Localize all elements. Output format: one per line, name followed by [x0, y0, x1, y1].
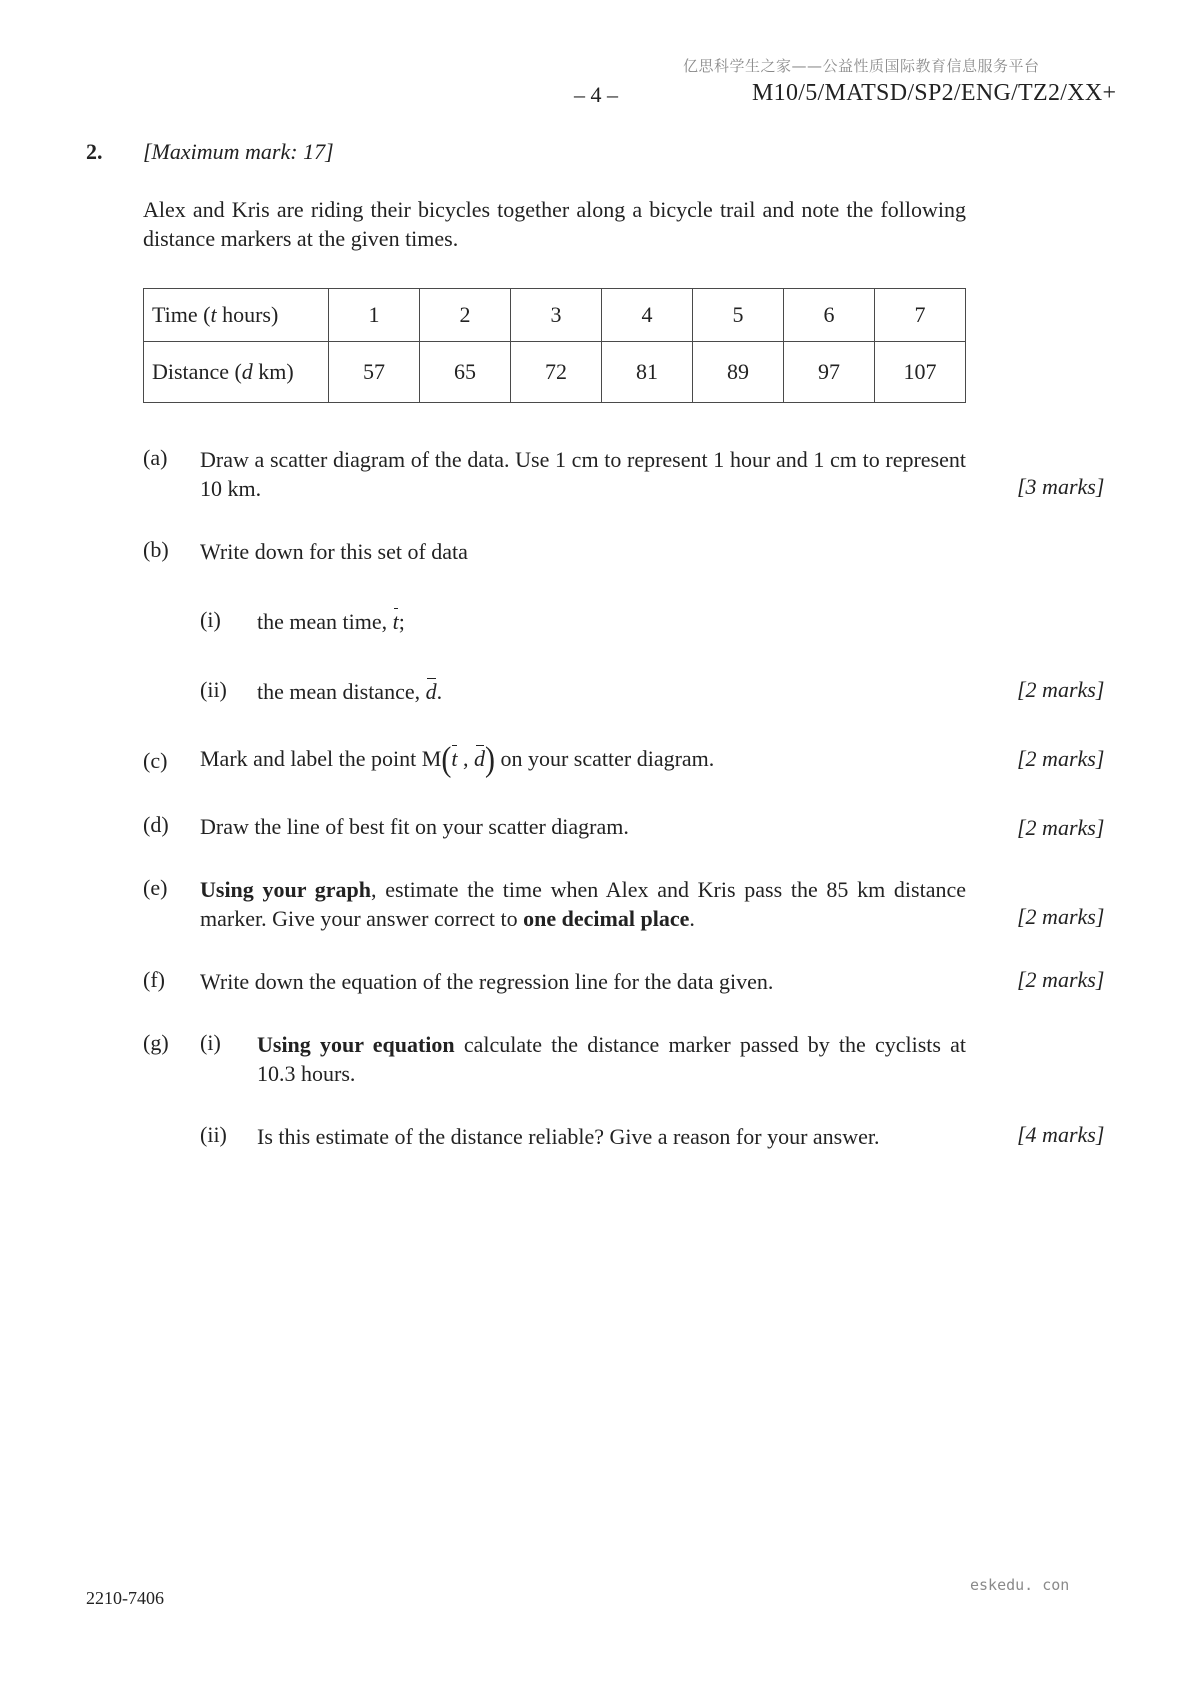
question-intro: Alex and Kris are riding their bicycles together along a bicycle trail and note the following distance markers at the given times. — [143, 197, 966, 251]
part-f-label: (f) — [143, 967, 165, 992]
table-header-time: Time (t hours) — [144, 289, 329, 342]
part-f-marks: [2 marks] — [1017, 967, 1105, 992]
part-b-text: Write down for this set of data — [200, 539, 468, 564]
part-c-marks: [2 marks] — [1017, 746, 1105, 771]
part-g-i-label: (i) — [200, 1030, 221, 1055]
part-d-text: Draw the line of best fit on your scatter diagram. — [200, 814, 629, 839]
part-g-marks: [4 marks] — [1017, 1122, 1105, 1147]
table-cell: 4 — [602, 289, 693, 342]
table-cell: 72 — [511, 342, 602, 403]
table-cell: 65 — [420, 342, 511, 403]
part-a-label: (a) — [143, 445, 168, 470]
d-bar-symbol: d — [473, 746, 485, 771]
t-bar-symbol: t — [392, 609, 399, 634]
part-b-marks: [2 marks] — [1017, 677, 1105, 702]
question-number: 2. — [86, 139, 103, 164]
table-cell: 81 — [602, 342, 693, 403]
part-b-i-label: (i) — [200, 607, 221, 632]
part-e-marks: [2 marks] — [1017, 904, 1105, 929]
table-cell: 3 — [511, 289, 602, 342]
part-g-i-text: Using your equation calculate the distance marker passed by the cyclists at 10.3 hours. — [257, 1032, 966, 1086]
page-number: – 4 – — [574, 82, 618, 107]
data-table — [143, 288, 966, 403]
part-b-label: (b) — [143, 537, 169, 562]
part-a-text: Draw a scatter diagram of the data. Use 1 cm to represent 1 hour and 1 cm to represent 10 km. — [200, 447, 966, 501]
table-cell: 2 — [420, 289, 511, 342]
table-row-time — [144, 289, 966, 342]
part-g-ii-label: (ii) — [200, 1122, 227, 1147]
part-e-label: (e) — [143, 875, 168, 900]
table-cell: 6 — [784, 289, 875, 342]
table-header-distance: Distance (d km) — [144, 342, 329, 403]
part-b-ii-label: (ii) — [200, 677, 227, 702]
question-max-mark: [Maximum mark: 17] — [143, 139, 334, 164]
part-d-label: (d) — [143, 812, 169, 837]
part-f-text: Write down the equation of the regression line for the data given. — [200, 969, 774, 994]
part-d-marks: [2 marks] — [1017, 815, 1105, 840]
t-bar-symbol: t — [451, 746, 458, 771]
part-b-ii-text: the mean distance, d. — [257, 679, 443, 704]
part-g-ii-text: Is this estimate of the distance reliable? Give a reason for your answer. — [257, 1124, 880, 1149]
d-bar-symbol: d — [425, 679, 437, 704]
table-cell: 107 — [875, 342, 966, 403]
part-g-label: (g) — [143, 1030, 169, 1055]
table-cell: 7 — [875, 289, 966, 342]
table-cell: 89 — [693, 342, 784, 403]
part-b-i-text: the mean time, t; — [257, 609, 405, 634]
part-c-text: Mark and label the point M(t , d) on your scatter diagram. — [200, 740, 715, 779]
table-row-distance — [144, 342, 966, 403]
table-cell: 97 — [784, 342, 875, 403]
part-a-marks: [3 marks] — [1017, 474, 1105, 499]
footer-watermark: eskedu. con — [970, 1576, 1070, 1594]
header-watermark: 亿思科学生之家——公益性质国际教育信息服务平台 — [683, 57, 1040, 75]
paper-code: M10/5/MATSD/SP2/ENG/TZ2/XX+ — [752, 80, 1117, 106]
footer-code: 2210-7406 — [86, 1588, 164, 1608]
part-e-text: Using your graph, estimate the time when Alex and Kris pass the 85 km distance marker. Give your answer correct to one decimal place. — [200, 877, 966, 931]
table-cell: 5 — [693, 289, 784, 342]
table-cell: 1 — [329, 289, 420, 342]
part-c-label: (c) — [143, 748, 168, 773]
table-cell: 57 — [329, 342, 420, 403]
